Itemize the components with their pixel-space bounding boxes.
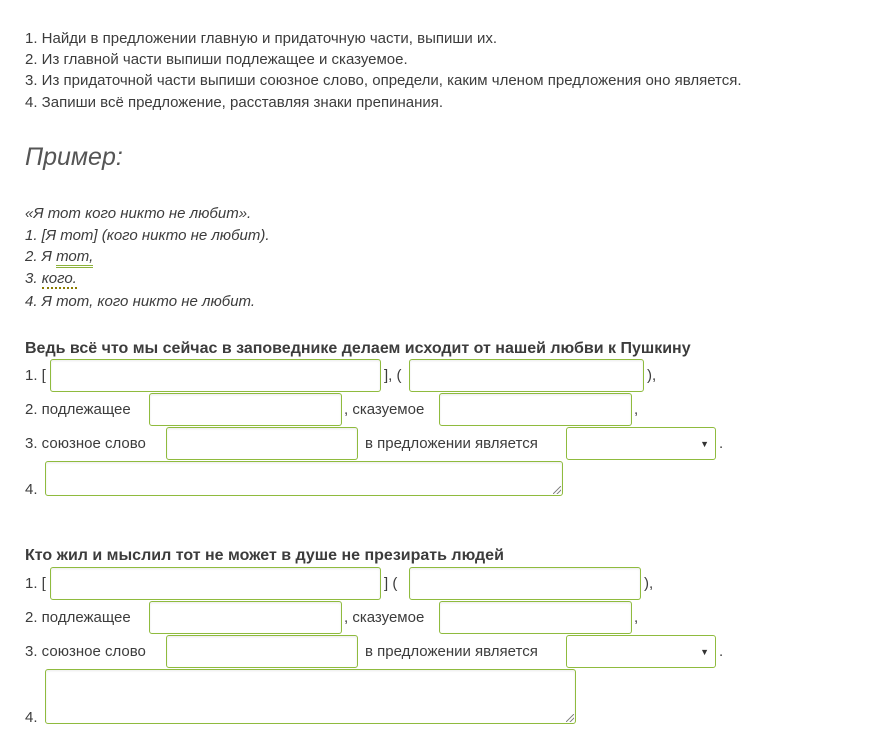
task-1-conjunctive-word-input[interactable] xyxy=(166,427,358,460)
task-1-question: Ведь всё что мы сейчас в заповеднике делаем исходит от нашей любви к Пушкину xyxy=(25,340,691,357)
task-2-subject-input[interactable] xyxy=(149,601,342,634)
example-line-2 xyxy=(25,246,93,268)
task-2-row1-suffix: ), xyxy=(644,575,654,592)
resize-grip-icon[interactable] xyxy=(566,714,574,722)
task-1-row2-suffix: , xyxy=(634,401,639,418)
task-2-row1-prefix: 1. [ xyxy=(25,575,46,592)
task-2-sentence-member-label: в предложении является xyxy=(365,643,538,660)
task-1-full-sentence-textarea[interactable] xyxy=(45,461,563,496)
example-conjunctive-word: кого. xyxy=(41,270,77,287)
task-2-question: Кто жил и мыслил тот не может в душе не презирать людей xyxy=(25,547,504,564)
instruction-3: 3. Из придаточной части выпиши союзное слово, определи, каким членом предложения оно является. xyxy=(25,72,742,89)
instruction-2: 2. Из главной части выпиши подлежащее и сказуемое. xyxy=(25,51,408,68)
task-1-row4-label: 4. xyxy=(25,481,38,498)
example-line-2-prefix: 2. Я xyxy=(25,248,57,265)
task-1-row3-suffix: . xyxy=(719,435,724,452)
task-1-row1-prefix: 1. [ xyxy=(25,367,46,384)
task-1-subordinate-clause-input[interactable] xyxy=(409,359,644,392)
task-2-full-sentence-textarea[interactable] xyxy=(45,669,576,724)
task-1-conjunctive-word-label: 3. союзное слово xyxy=(25,435,146,452)
task-2-predicate-label: , сказуемое xyxy=(344,609,425,626)
task-2-conjunctive-word-label: 3. союзное слово xyxy=(25,643,146,660)
example-sentence: «Я тот кого никто не любит». xyxy=(25,205,252,222)
task-1-main-clause-input[interactable] xyxy=(50,359,381,392)
task-1-predicate-input[interactable] xyxy=(439,393,632,426)
chevron-down-icon: ▼ xyxy=(700,438,709,449)
example-predicate-word: тот, xyxy=(56,248,93,268)
task-1-predicate-label: , сказуемое xyxy=(344,401,425,418)
task-2-sentence-member-select[interactable] xyxy=(566,635,716,668)
task-1-sentence-member-select[interactable] xyxy=(566,427,716,460)
task-2-row2-suffix: , xyxy=(634,609,639,626)
example-line-4: 4. Я тот, кого никто не любит. xyxy=(25,293,256,310)
task-2-row1-mid: ] ( xyxy=(384,575,398,592)
task-2-row4-label: 4. xyxy=(25,709,38,726)
chevron-down-icon: ▼ xyxy=(700,646,709,657)
task-2-conjunctive-word-input[interactable] xyxy=(166,635,358,668)
example-title: Пример: xyxy=(25,143,123,171)
instruction-4: 4. Запиши всё предложение, расставляя знаки препинания. xyxy=(25,94,444,111)
task-2-predicate-input[interactable] xyxy=(439,601,632,634)
task-1-subject-input[interactable] xyxy=(149,393,342,426)
task-1-sentence-member-label: в предложении является xyxy=(365,435,538,452)
example-line-1: 1. [Я тот] (кого никто не любит). xyxy=(25,227,270,244)
task-2-main-clause-input[interactable] xyxy=(50,567,381,600)
task-2-subordinate-clause-input[interactable] xyxy=(409,567,641,600)
example-line-3 xyxy=(25,268,77,290)
task-1-row1-suffix: ), xyxy=(647,367,657,384)
instruction-1: 1. Найди в предложении главную и придаточную части, выпиши их. xyxy=(25,30,497,47)
task-2-row3-suffix: . xyxy=(719,643,724,660)
example-line-3-prefix: 3. xyxy=(25,270,42,287)
task-1-row1-mid: ], ( xyxy=(384,367,402,384)
resize-grip-icon[interactable] xyxy=(553,486,561,494)
task-1-subject-label: 2. подлежащее xyxy=(25,401,131,418)
task-2-subject-label: 2. подлежащее xyxy=(25,609,131,626)
